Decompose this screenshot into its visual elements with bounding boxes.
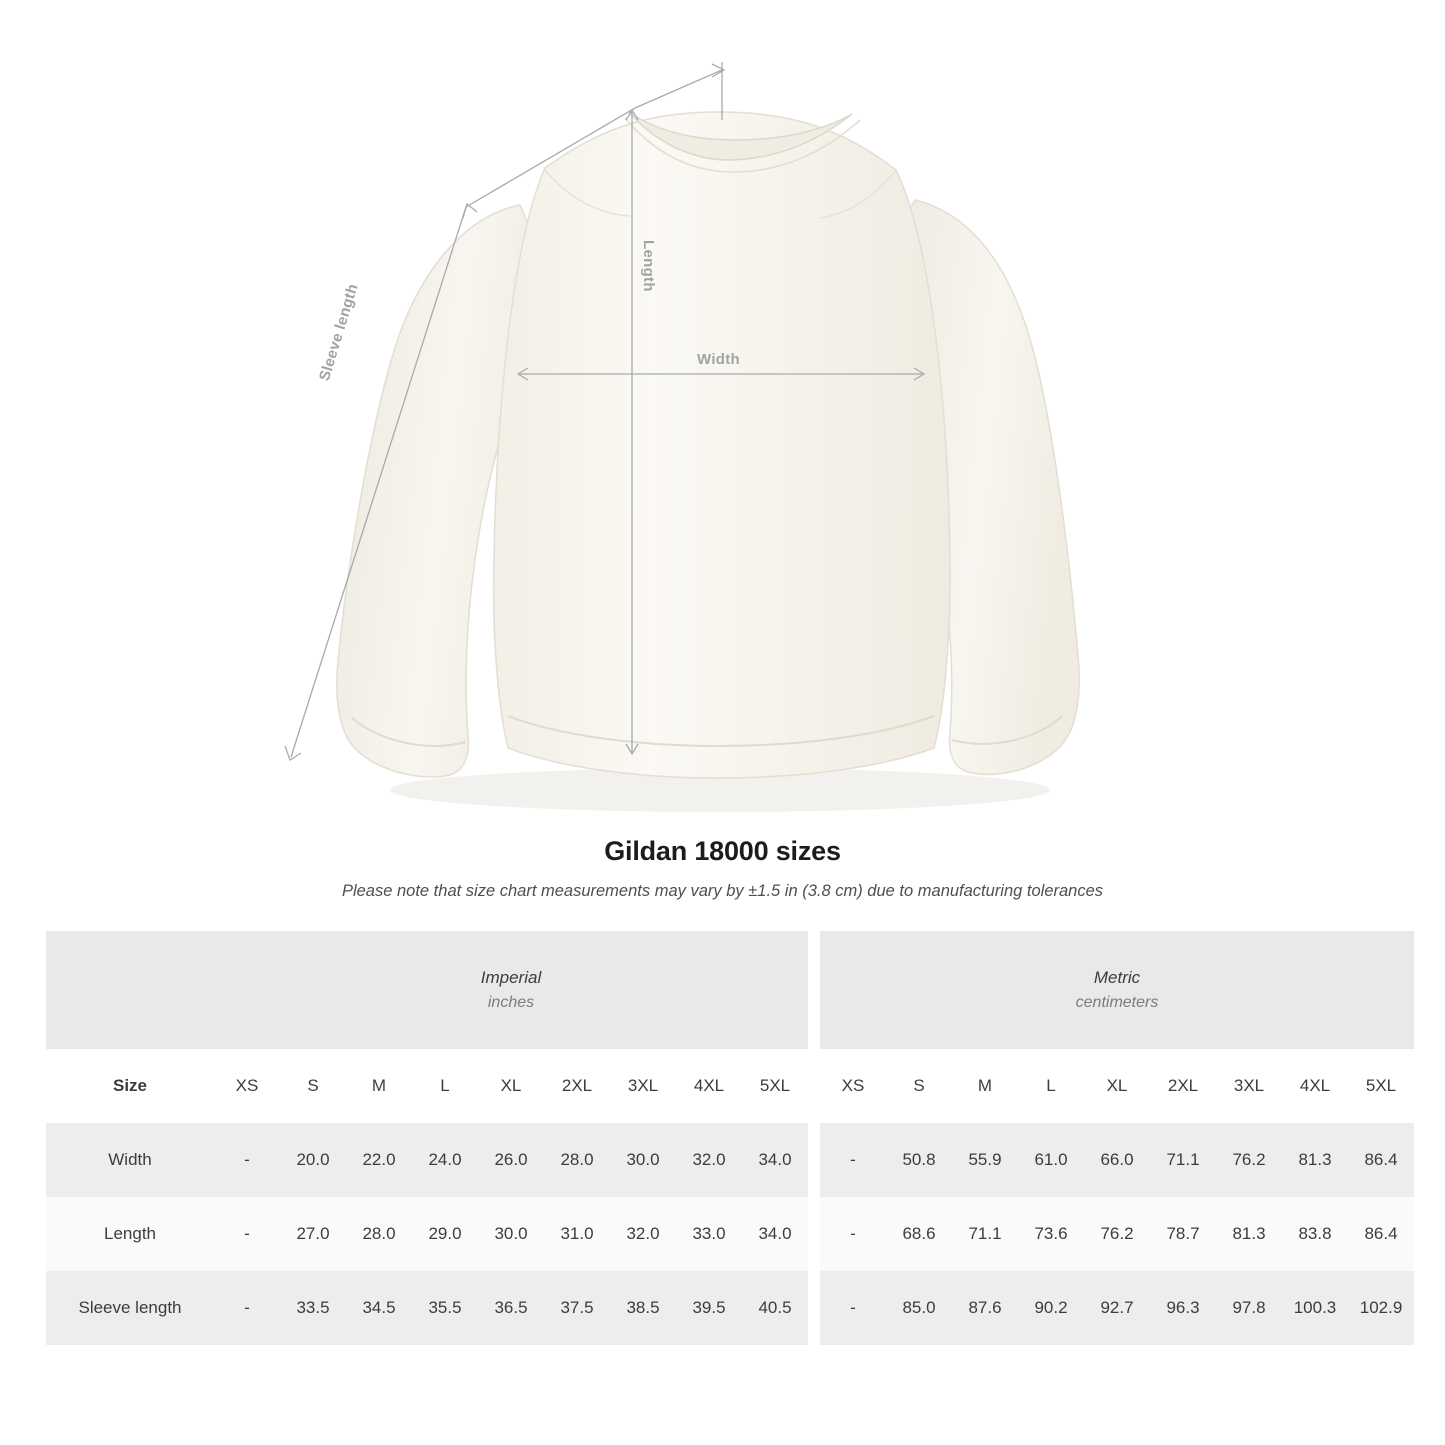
header-imperial-m: M: [346, 1049, 412, 1123]
unit-metric-system: Metric: [1093, 967, 1141, 987]
header-imperial-3xl: 3XL: [610, 1049, 676, 1123]
header-metric-m: M: [952, 1049, 1018, 1123]
table-row: [46, 1123, 1414, 1197]
cell-sleeve-imperial-4xl: 39.5: [676, 1271, 742, 1345]
cell-length-metric-3xl: 81.3: [1216, 1197, 1282, 1271]
cell-sleeve-metric-m: 87.6: [952, 1271, 1018, 1345]
cell-length-metric-5xl: 86.4: [1348, 1197, 1414, 1271]
cell-sleeve-imperial-xl: 36.5: [478, 1271, 544, 1345]
length-dimension-label: Length: [640, 240, 657, 292]
row-label-width: Width: [46, 1123, 214, 1197]
size-chart-table-wrap: [46, 931, 1403, 1345]
unit-imperial-system: Imperial: [480, 967, 542, 987]
cell-sleeve-imperial-l: 35.5: [412, 1271, 478, 1345]
unit-band-corner: [46, 931, 214, 1049]
cell-width-imperial-m: 22.0: [346, 1123, 412, 1197]
header-imperial-xs: XS: [214, 1049, 280, 1123]
page-title: Gildan 18000 sizes: [604, 836, 841, 866]
cell-length-imperial-xs: -: [214, 1197, 280, 1271]
cell-sleeve-imperial-3xl: 38.5: [610, 1271, 676, 1345]
header-metric-4xl: 4XL: [1282, 1049, 1348, 1123]
header-metric-l: L: [1018, 1049, 1084, 1123]
header-metric-3xl: 3XL: [1216, 1049, 1282, 1123]
cell-length-metric-s: 68.6: [886, 1197, 952, 1271]
row-label-length: Length: [46, 1197, 214, 1271]
header-metric-2xl: 2XL: [1150, 1049, 1216, 1123]
header-imperial-l: L: [412, 1049, 478, 1123]
header-metric-xs: XS: [820, 1049, 886, 1123]
cell-length-imperial-xl: 30.0: [478, 1197, 544, 1271]
cell-length-imperial-s: 27.0: [280, 1197, 346, 1271]
cell-width-imperial-s: 20.0: [280, 1123, 346, 1197]
unit-band-spacer: [808, 931, 820, 1049]
row-label-sleeve-length: Sleeve length: [46, 1271, 214, 1345]
unit-metric: [820, 931, 1414, 1049]
cell-length-imperial-4xl: 33.0: [676, 1197, 742, 1271]
cell-width-imperial-xl: 26.0: [478, 1123, 544, 1197]
size-header-row: [46, 1049, 1414, 1123]
title-block: [0, 836, 1445, 901]
cell-sleeve-metric-xl: 92.7: [1084, 1271, 1150, 1345]
table-row: [46, 1271, 1414, 1345]
cell-sleeve-imperial-2xl: 37.5: [544, 1271, 610, 1345]
header-metric-xl: XL: [1084, 1049, 1150, 1123]
cell-length-imperial-l: 29.0: [412, 1197, 478, 1271]
unit-imperial: [214, 931, 808, 1049]
size-chart-table: [46, 931, 1414, 1345]
cell-width-imperial-5xl: 34.0: [742, 1123, 808, 1197]
row-spacer-width: [808, 1123, 820, 1197]
unit-metric-unit: centimeters: [1075, 994, 1159, 1012]
cell-sleeve-imperial-5xl: 40.5: [742, 1271, 808, 1345]
cell-width-metric-xl: 66.0: [1084, 1123, 1150, 1197]
width-dimension-label: Width: [697, 351, 741, 368]
cell-sleeve-imperial-xs: -: [214, 1271, 280, 1345]
cell-sleeve-metric-l: 90.2: [1018, 1271, 1084, 1345]
cell-width-imperial-4xl: 32.0: [676, 1123, 742, 1197]
cell-length-metric-2xl: 78.7: [1150, 1197, 1216, 1271]
header-spacer: [808, 1049, 820, 1123]
cell-sleeve-metric-xs: -: [820, 1271, 886, 1345]
cell-sleeve-metric-s: 85.0: [886, 1271, 952, 1345]
header-metric-5xl: 5XL: [1348, 1049, 1414, 1123]
cell-length-imperial-m: 28.0: [346, 1197, 412, 1271]
cell-width-imperial-xs: -: [214, 1123, 280, 1197]
cell-length-metric-m: 71.1: [952, 1197, 1018, 1271]
header-imperial-4xl: 4XL: [676, 1049, 742, 1123]
cell-length-metric-l: 73.6: [1018, 1197, 1084, 1271]
table-row: [46, 1197, 1414, 1271]
cell-width-metric-3xl: 76.2: [1216, 1123, 1282, 1197]
cell-sleeve-imperial-m: 34.5: [346, 1271, 412, 1345]
tolerance-note: Please note that size chart measurements may vary by ±1.5 in (3.8 cm) due to manufacturing tolerances: [341, 882, 1104, 900]
header-imperial-5xl: 5XL: [742, 1049, 808, 1123]
unit-imperial-unit: inches: [487, 994, 535, 1012]
cell-width-metric-m: 55.9: [952, 1123, 1018, 1197]
header-imperial-s: S: [280, 1049, 346, 1123]
cell-width-metric-s: 50.8: [886, 1123, 952, 1197]
row-spacer-sleeve: [808, 1271, 820, 1345]
cell-sleeve-metric-3xl: 97.8: [1216, 1271, 1282, 1345]
cell-sleeve-metric-2xl: 96.3: [1150, 1271, 1216, 1345]
cell-length-imperial-5xl: 34.0: [742, 1197, 808, 1271]
cell-width-metric-5xl: 86.4: [1348, 1123, 1414, 1197]
cell-width-imperial-2xl: 28.0: [544, 1123, 610, 1197]
cell-length-imperial-2xl: 31.0: [544, 1197, 610, 1271]
cell-sleeve-metric-4xl: 100.3: [1282, 1271, 1348, 1345]
header-imperial-xl: XL: [478, 1049, 544, 1123]
sleeve-length-dimension-label: Sleeve length: [316, 281, 362, 383]
cell-width-metric-2xl: 71.1: [1150, 1123, 1216, 1197]
row-spacer-length: [808, 1197, 820, 1271]
cell-length-metric-xs: -: [820, 1197, 886, 1271]
cell-width-metric-xs: -: [820, 1123, 886, 1197]
cell-length-metric-xl: 76.2: [1084, 1197, 1150, 1271]
cell-sleeve-metric-5xl: 102.9: [1348, 1271, 1414, 1345]
cell-width-metric-4xl: 81.3: [1282, 1123, 1348, 1197]
header-size-label: Size: [46, 1049, 214, 1123]
cell-width-metric-l: 61.0: [1018, 1123, 1084, 1197]
cell-sleeve-imperial-s: 33.5: [280, 1271, 346, 1345]
header-imperial-2xl: 2XL: [544, 1049, 610, 1123]
cell-width-imperial-3xl: 30.0: [610, 1123, 676, 1197]
cell-width-imperial-l: 24.0: [412, 1123, 478, 1197]
unit-system-row: [46, 931, 1414, 1049]
header-metric-s: S: [886, 1049, 952, 1123]
cell-length-imperial-3xl: 32.0: [610, 1197, 676, 1271]
cell-length-metric-4xl: 83.8: [1282, 1197, 1348, 1271]
